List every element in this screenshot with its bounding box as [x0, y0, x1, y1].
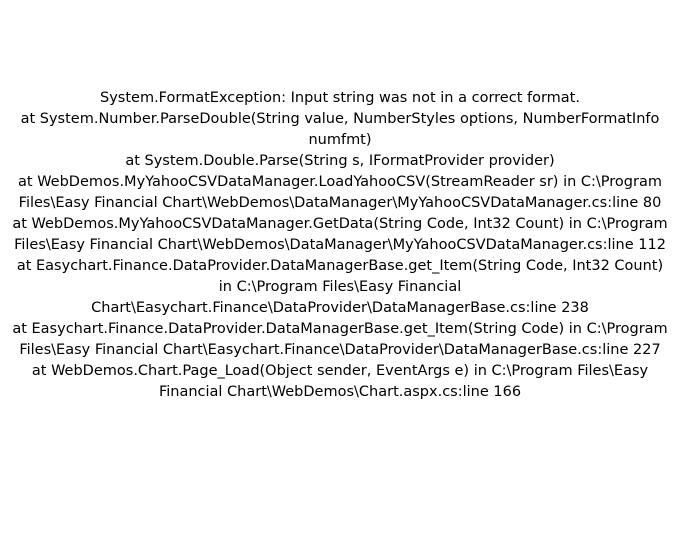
trace-line-getdata: at WebDemos.MyYahooCSVDataManager.GetData(String Code, Int32 Count) in C:\Program Files\Easy Financial Chart\WebDemos\DataManager\MyYahooCSVDataManager.cs:line 112 [12, 216, 668, 253]
trace-line-loadyahoocsv: at WebDemos.MyYahooCSVDataManager.LoadYahooCSV(StreamReader sr) in C:\Program Files\Easy Financial Chart\WebDemos\DataManager\MyYahooCSVDataManager.cs:line 80 [18, 174, 662, 211]
exception-stack-trace [0, 88, 680, 403]
trace-line-parsedouble: at System.Number.ParseDouble(String value, NumberStyles options, NumberFormatInfo numfmt) [20, 111, 660, 148]
trace-line-datamanagerbase-get-item: at Easychart.Finance.DataProvider.DataManagerBase.get_Item(String Code) in C:\Program Files\Easy Financial Chart\Easychart.Finance\DataProvider\DataManagerBase.cs:line 227 [12, 321, 668, 358]
trace-line-datamanagerbase-get-item-count: at Easychart.Finance.DataProvider.DataManagerBase.get_Item(String Code, Int32 Count) in C:\Program Files\Easy Financial Chart\Easychart.Finance\DataProvider\DataManagerBase.cs:line 238 [16, 258, 664, 316]
trace-line-exception-message: System.FormatException: Input string was not in a correct format. [100, 90, 580, 106]
trace-line-page-load: at WebDemos.Chart.Page_Load(Object sender, EventArgs e) in C:\Program Files\Easy Financial Chart\WebDemos\Chart.aspx.cs:line 166 [31, 363, 649, 400]
trace-line-double-parse: at System.Double.Parse(String s, IFormatProvider provider) [125, 153, 555, 169]
